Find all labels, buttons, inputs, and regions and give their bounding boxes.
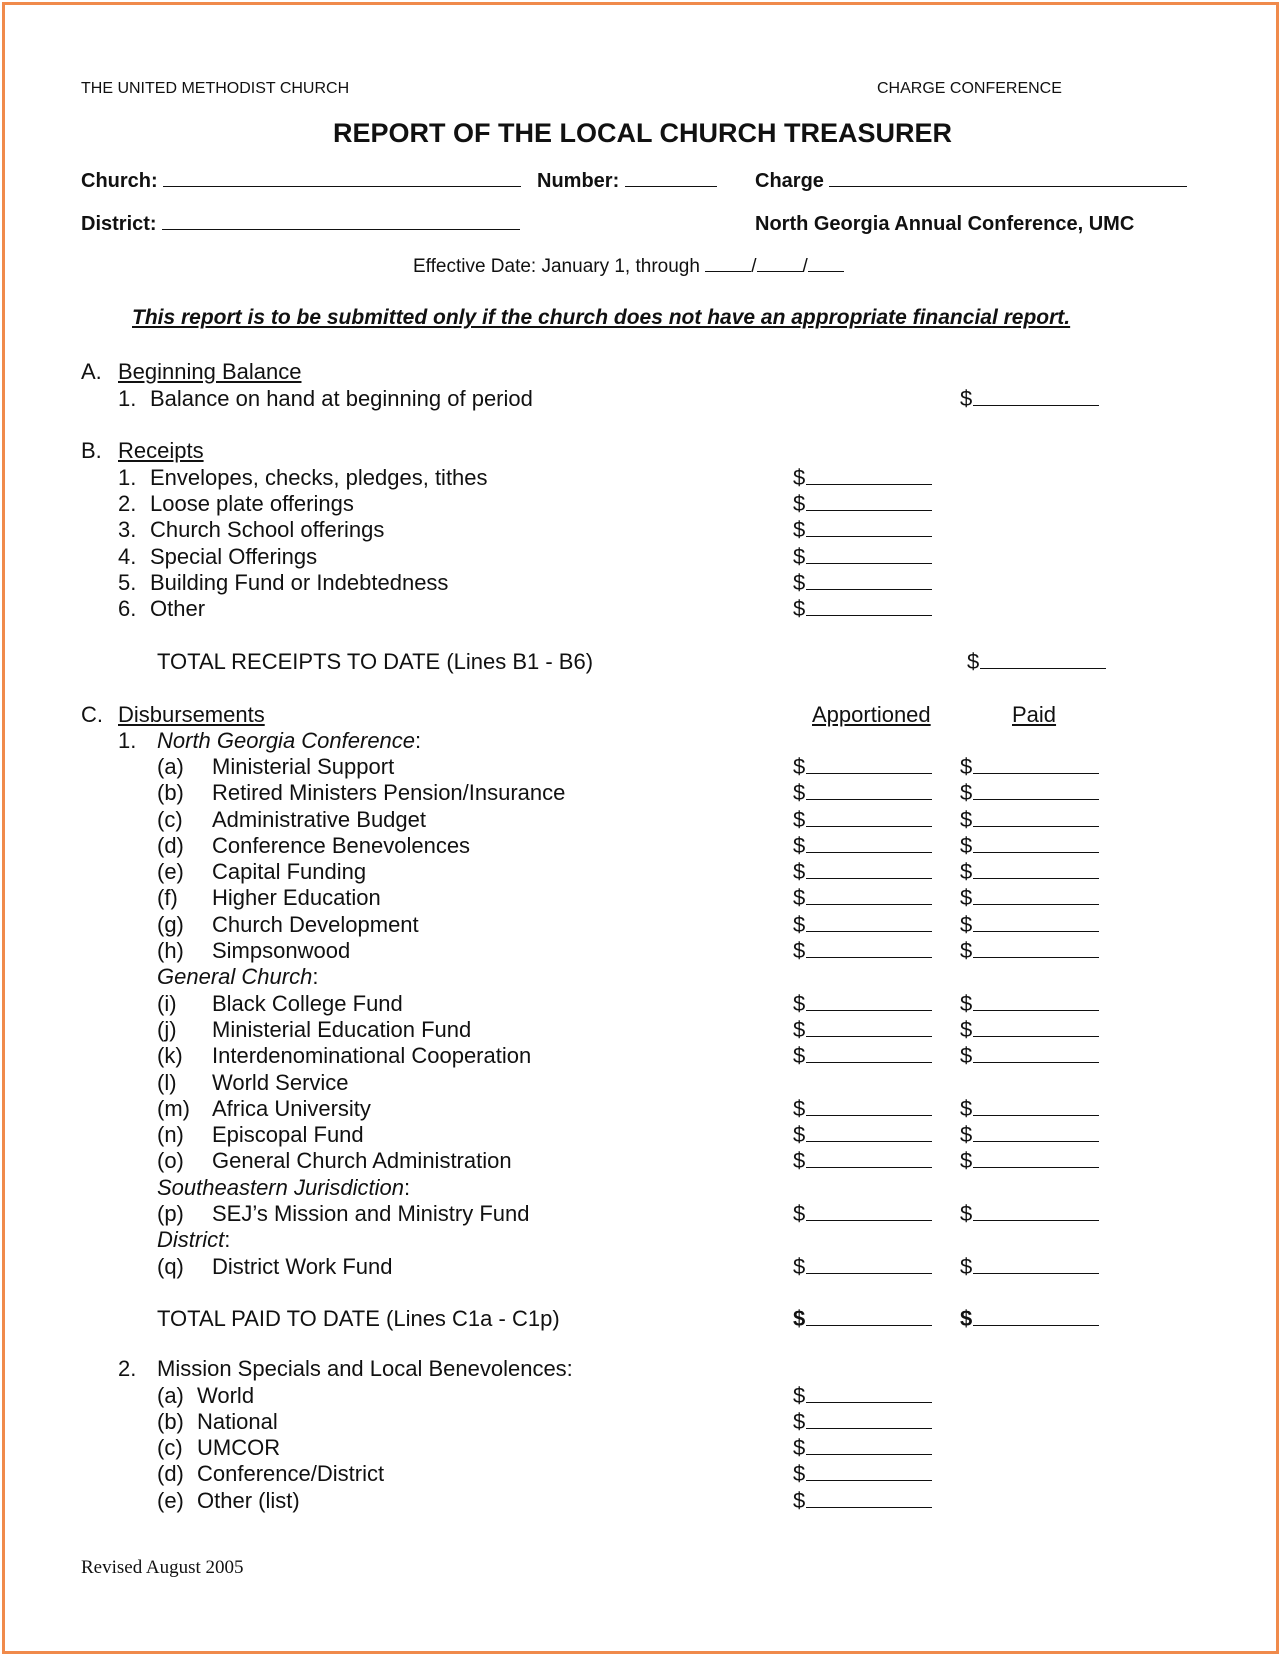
dollar-sign: $ bbox=[967, 649, 980, 674]
dollar-sign: $ bbox=[793, 570, 806, 595]
dollar-sign: $ bbox=[793, 1383, 806, 1408]
amount-field[interactable] bbox=[793, 1306, 932, 1332]
dollar-sign: $ bbox=[793, 1201, 806, 1226]
subgroup-heading bbox=[157, 1227, 230, 1253]
subgroup-title: General Church bbox=[157, 964, 313, 989]
amount-field[interactable] bbox=[793, 1017, 932, 1043]
amount-line[interactable] bbox=[806, 1506, 932, 1508]
item-label: District Work Fund bbox=[212, 1254, 393, 1279]
amount-line[interactable] bbox=[973, 772, 1099, 774]
amount-line[interactable] bbox=[973, 1140, 1099, 1142]
item-label: Interdenominational Cooperation bbox=[212, 1043, 532, 1068]
charge-input-line[interactable] bbox=[829, 185, 1187, 187]
amount-field[interactable] bbox=[960, 780, 1099, 806]
dollar-sign: $ bbox=[793, 885, 806, 910]
dollar-sign: $ bbox=[793, 1306, 806, 1331]
item-label: Episcopal Fund bbox=[212, 1122, 364, 1147]
amount-line[interactable] bbox=[806, 1479, 932, 1481]
dollar-sign: $ bbox=[793, 1043, 806, 1068]
group-number: 2. bbox=[118, 1356, 137, 1381]
amount-line[interactable] bbox=[973, 1219, 1099, 1221]
section-c-title: Disbursements bbox=[118, 702, 265, 727]
line-item-number: 5. bbox=[118, 570, 137, 595]
number-input-line[interactable] bbox=[625, 185, 717, 187]
dollar-sign: $ bbox=[960, 1096, 973, 1121]
dollar-sign: $ bbox=[793, 780, 806, 805]
item-code: (i) bbox=[157, 991, 177, 1016]
item-code: (a) bbox=[157, 1383, 184, 1408]
dollar-sign: $ bbox=[960, 1043, 973, 1068]
item-label: Ministerial Education Fund bbox=[212, 1017, 472, 1042]
line-item-number: 3. bbox=[118, 517, 137, 542]
dollar-sign: $ bbox=[960, 807, 973, 832]
amount-field[interactable] bbox=[960, 991, 1099, 1017]
item-code: (a) bbox=[157, 754, 184, 779]
item-code: (d) bbox=[157, 1461, 184, 1486]
amount-line[interactable] bbox=[806, 483, 932, 485]
dollar-sign: $ bbox=[793, 517, 806, 542]
dollar-sign: $ bbox=[960, 912, 973, 937]
amount-line[interactable] bbox=[973, 1035, 1099, 1037]
line-item-label: Loose plate offerings bbox=[150, 491, 354, 516]
item-code: (e) bbox=[157, 1488, 184, 1513]
subgroup-colon: : bbox=[404, 1175, 411, 1200]
amount-line[interactable] bbox=[806, 1009, 932, 1011]
amount-field[interactable] bbox=[960, 807, 1099, 833]
amount-line[interactable] bbox=[973, 1272, 1099, 1274]
line-item-number: 1. bbox=[118, 386, 137, 411]
amount-field[interactable] bbox=[960, 1122, 1099, 1148]
amount-field[interactable] bbox=[960, 1201, 1099, 1227]
charge-field[interactable] bbox=[755, 170, 1187, 193]
amount-field[interactable] bbox=[793, 885, 932, 911]
item-label: World bbox=[197, 1383, 255, 1408]
subgroup-colon: : bbox=[224, 1227, 231, 1252]
dollar-sign: $ bbox=[960, 859, 973, 884]
dollar-sign: $ bbox=[793, 1461, 806, 1486]
amount-line[interactable] bbox=[806, 930, 932, 932]
dollar-sign: $ bbox=[793, 1017, 806, 1042]
church-input-line[interactable] bbox=[163, 185, 521, 187]
dollar-sign: $ bbox=[960, 833, 973, 858]
item-code: (o) bbox=[157, 1148, 184, 1173]
dollar-sign: $ bbox=[793, 544, 806, 569]
amount-field[interactable] bbox=[960, 754, 1099, 780]
amount-line[interactable] bbox=[806, 1401, 932, 1403]
dollar-sign: $ bbox=[793, 754, 806, 779]
dollar-sign: $ bbox=[793, 1409, 806, 1434]
amount-line[interactable] bbox=[806, 956, 932, 958]
paid-column-header: Paid bbox=[1012, 702, 1057, 727]
dollar-sign: $ bbox=[960, 386, 973, 411]
amount-line[interactable] bbox=[973, 1166, 1099, 1168]
item-label: World Service bbox=[212, 1070, 349, 1095]
dollar-sign: $ bbox=[793, 1148, 806, 1173]
amount-field[interactable] bbox=[960, 1254, 1099, 1280]
item-code: (c) bbox=[157, 1435, 183, 1460]
effective-date-label: Effective Date: January 1, through bbox=[413, 256, 700, 277]
item-code: (e) bbox=[157, 859, 184, 884]
item-label: UMCOR bbox=[197, 1435, 281, 1460]
amount-field[interactable] bbox=[793, 1383, 932, 1409]
item-label: Simpsonwood bbox=[212, 938, 351, 963]
date-separator: / bbox=[802, 256, 808, 277]
district-input-line[interactable] bbox=[162, 228, 520, 230]
amount-field[interactable] bbox=[793, 465, 932, 491]
dollar-sign: $ bbox=[793, 465, 806, 490]
dollar-sign: $ bbox=[793, 596, 806, 621]
item-code: (p) bbox=[157, 1201, 184, 1226]
amount-line[interactable] bbox=[806, 877, 932, 879]
amount-field[interactable] bbox=[793, 517, 932, 543]
amount-field[interactable] bbox=[793, 859, 932, 885]
apportioned-column-header: Apportioned bbox=[812, 702, 931, 727]
total-receipts-field[interactable] bbox=[967, 649, 1106, 675]
amount-line[interactable] bbox=[806, 851, 932, 853]
item-label: General Church Administration bbox=[212, 1148, 512, 1173]
number-field[interactable] bbox=[537, 170, 717, 193]
item-label: Africa University bbox=[212, 1096, 371, 1121]
amount-field[interactable] bbox=[960, 1096, 1099, 1122]
amount-field[interactable] bbox=[960, 1043, 1099, 1069]
item-label: Higher Education bbox=[212, 885, 381, 910]
amount-line[interactable] bbox=[806, 1140, 932, 1142]
amount-line[interactable] bbox=[806, 588, 932, 590]
dollar-sign: $ bbox=[960, 1122, 973, 1147]
amount-field[interactable] bbox=[793, 807, 932, 833]
annual-conference-name: North Georgia Annual Conference, UMC bbox=[755, 213, 1135, 235]
item-code: (b) bbox=[157, 1409, 184, 1434]
item-code: (c) bbox=[157, 807, 183, 832]
amount-line[interactable] bbox=[806, 1061, 932, 1063]
line-item-number: 6. bbox=[118, 596, 137, 621]
item-code: (b) bbox=[157, 780, 184, 805]
amount-line[interactable] bbox=[806, 1272, 932, 1274]
amount-field[interactable] bbox=[793, 912, 932, 938]
line-item-label: Church School offerings bbox=[150, 517, 385, 542]
date-year-line[interactable] bbox=[808, 270, 844, 272]
item-label: Capital Funding bbox=[212, 859, 367, 884]
line-item-label: Envelopes, checks, pledges, tithes bbox=[150, 465, 488, 490]
amount-field[interactable] bbox=[793, 938, 932, 964]
amount-field[interactable] bbox=[793, 1409, 932, 1435]
subgroup-heading bbox=[157, 964, 318, 990]
amount-field[interactable] bbox=[793, 754, 932, 780]
amount-line[interactable] bbox=[806, 1035, 932, 1037]
item-label: SEJ’s Mission and Ministry Fund bbox=[212, 1201, 530, 1226]
item-code: (m) bbox=[157, 1096, 190, 1121]
total-paid-label: TOTAL PAID TO DATE (Lines C1a - C1p) bbox=[157, 1306, 560, 1331]
dollar-sign: $ bbox=[960, 1148, 973, 1173]
group-number: 1. bbox=[118, 728, 137, 753]
amount-field[interactable] bbox=[793, 1148, 932, 1174]
conference-type: CHARGE CONFERENCE bbox=[877, 80, 1062, 97]
dollar-sign: $ bbox=[793, 1122, 806, 1147]
amount-field[interactable] bbox=[793, 1201, 932, 1227]
organization-name: THE UNITED METHODIST CHURCH bbox=[81, 80, 350, 97]
amount-field[interactable] bbox=[793, 544, 932, 570]
amount-line[interactable] bbox=[980, 667, 1106, 669]
item-label: Church Development bbox=[212, 912, 419, 937]
dollar-sign: $ bbox=[960, 991, 973, 1016]
total-receipts-label: TOTAL RECEIPTS TO DATE (Lines B1 - B6) bbox=[157, 649, 594, 674]
amount-line[interactable] bbox=[806, 1219, 932, 1221]
dollar-sign: $ bbox=[960, 885, 973, 910]
line-item-number: 1. bbox=[118, 465, 137, 490]
section-a-letter: A. bbox=[81, 359, 102, 384]
item-label: National bbox=[197, 1409, 278, 1434]
line-item-number: 4. bbox=[118, 544, 137, 569]
church-field[interactable] bbox=[81, 170, 521, 193]
amount-line[interactable] bbox=[973, 404, 1099, 406]
amount-line[interactable] bbox=[806, 614, 932, 616]
amount-field[interactable] bbox=[960, 912, 1099, 938]
item-code: (h) bbox=[157, 938, 184, 963]
amount-field[interactable] bbox=[793, 570, 932, 596]
charge-label: Charge bbox=[755, 170, 824, 192]
item-label: Retired Ministers Pension/Insurance bbox=[212, 780, 566, 805]
submission-notice: This report is to be submitted only if the church does not have an appropriate financial report. bbox=[132, 306, 1071, 329]
church-label: Church: bbox=[81, 170, 158, 192]
item-code: (j) bbox=[157, 1017, 177, 1042]
dollar-sign: $ bbox=[793, 938, 806, 963]
amount-field[interactable] bbox=[793, 833, 932, 859]
district-field[interactable] bbox=[81, 213, 520, 236]
dollar-sign: $ bbox=[960, 1017, 973, 1042]
amount-line[interactable] bbox=[973, 825, 1099, 827]
section-b-letter: B. bbox=[81, 438, 102, 463]
amount-line[interactable] bbox=[973, 956, 1099, 958]
amount-line[interactable] bbox=[806, 772, 932, 774]
amount-field[interactable] bbox=[960, 833, 1099, 859]
amount-field[interactable] bbox=[960, 1017, 1099, 1043]
amount-field[interactable] bbox=[793, 491, 932, 517]
section-a-title: Beginning Balance bbox=[118, 359, 302, 384]
item-code: (g) bbox=[157, 912, 184, 937]
date-separator: / bbox=[751, 256, 757, 277]
dollar-sign: $ bbox=[793, 1488, 806, 1513]
item-code: (f) bbox=[157, 885, 178, 910]
dollar-sign: $ bbox=[960, 754, 973, 779]
dollar-sign: $ bbox=[793, 807, 806, 832]
district-label: District: bbox=[81, 213, 157, 235]
number-label: Number: bbox=[537, 170, 620, 192]
amount-field[interactable] bbox=[960, 386, 1099, 412]
item-code: (k) bbox=[157, 1043, 183, 1068]
amount-line[interactable] bbox=[973, 851, 1099, 853]
amount-field[interactable] bbox=[793, 1096, 932, 1122]
amount-field[interactable] bbox=[793, 1488, 932, 1514]
subgroup-title: District bbox=[157, 1227, 225, 1252]
amount-field[interactable] bbox=[793, 1254, 932, 1280]
section-c-letter: C. bbox=[81, 702, 103, 727]
line-item-number: 2. bbox=[118, 491, 137, 516]
dollar-sign: $ bbox=[793, 833, 806, 858]
amount-line[interactable] bbox=[806, 1114, 932, 1116]
dollar-sign: $ bbox=[960, 780, 973, 805]
amount-line[interactable] bbox=[806, 1427, 932, 1429]
subgroup-colon: : bbox=[312, 964, 319, 989]
amount-field[interactable] bbox=[793, 780, 932, 806]
amount-field[interactable] bbox=[793, 596, 932, 622]
amount-line[interactable] bbox=[806, 562, 932, 564]
amount-field[interactable] bbox=[960, 1148, 1099, 1174]
item-code: (d) bbox=[157, 833, 184, 858]
amount-line[interactable] bbox=[806, 509, 932, 511]
dollar-sign: $ bbox=[960, 1306, 973, 1331]
amount-field[interactable] bbox=[793, 991, 932, 1017]
amount-field[interactable] bbox=[960, 885, 1099, 911]
revision-note: Revised August 2005 bbox=[81, 1557, 244, 1578]
dollar-sign: $ bbox=[793, 991, 806, 1016]
amount-line[interactable] bbox=[806, 535, 932, 537]
dollar-sign: $ bbox=[960, 1201, 973, 1226]
amount-line[interactable] bbox=[973, 1114, 1099, 1116]
group-heading: North Georgia Conference: bbox=[157, 728, 422, 753]
amount-line[interactable] bbox=[806, 1453, 932, 1455]
item-label: Conference Benevolences bbox=[212, 833, 471, 858]
item-label: Conference/District bbox=[197, 1461, 385, 1486]
dollar-sign: $ bbox=[793, 1254, 806, 1279]
amount-field[interactable] bbox=[793, 1043, 932, 1069]
amount-field[interactable] bbox=[793, 1122, 932, 1148]
subgroup-heading bbox=[157, 1175, 410, 1201]
amount-field[interactable] bbox=[960, 938, 1099, 964]
amount-field[interactable] bbox=[793, 1461, 932, 1487]
subgroup-title: Southeastern Jurisdiction bbox=[157, 1175, 405, 1200]
line-item-label: Building Fund or Indebtedness bbox=[150, 570, 449, 595]
item-label: Other (list) bbox=[197, 1488, 300, 1513]
dollar-sign: $ bbox=[793, 491, 806, 516]
date-day-line[interactable] bbox=[757, 270, 803, 272]
amount-line[interactable] bbox=[806, 903, 932, 905]
item-label: Ministerial Support bbox=[212, 754, 395, 779]
amount-line[interactable] bbox=[973, 1324, 1099, 1326]
dollar-sign: $ bbox=[793, 1435, 806, 1460]
item-code: (q) bbox=[157, 1254, 184, 1279]
amount-line[interactable] bbox=[806, 798, 932, 800]
dollar-sign: $ bbox=[960, 938, 973, 963]
amount-line[interactable] bbox=[973, 903, 1099, 905]
amount-field[interactable] bbox=[793, 1435, 932, 1461]
section-b-title: Receipts bbox=[118, 438, 204, 463]
line-item-label: Balance on hand at beginning of period bbox=[150, 386, 533, 411]
effective-date[interactable] bbox=[413, 256, 844, 278]
dollar-sign: $ bbox=[960, 1254, 973, 1279]
amount-line[interactable] bbox=[973, 798, 1099, 800]
amount-line[interactable] bbox=[973, 1009, 1099, 1011]
dollar-sign: $ bbox=[793, 859, 806, 884]
amount-line[interactable] bbox=[806, 1166, 932, 1168]
line-item-label: Special Offerings bbox=[150, 544, 318, 569]
amount-line[interactable] bbox=[973, 930, 1099, 932]
dollar-sign: $ bbox=[793, 1096, 806, 1121]
group-heading: Mission Specials and Local Benevolences: bbox=[157, 1356, 573, 1381]
line-item-label: Other bbox=[150, 596, 206, 621]
item-code: (l) bbox=[157, 1070, 177, 1095]
amount-line[interactable] bbox=[973, 877, 1099, 879]
amount-field[interactable] bbox=[960, 1306, 1099, 1332]
item-label: Black College Fund bbox=[212, 991, 403, 1016]
item-label: Administrative Budget bbox=[212, 807, 426, 832]
amount-line[interactable] bbox=[806, 825, 932, 827]
page-title: REPORT OF THE LOCAL CHURCH TREASURER bbox=[333, 118, 953, 148]
amount-field[interactable] bbox=[960, 859, 1099, 885]
date-month-line[interactable] bbox=[705, 270, 751, 272]
dollar-sign: $ bbox=[793, 912, 806, 937]
amount-line[interactable] bbox=[973, 1061, 1099, 1063]
amount-line[interactable] bbox=[806, 1324, 932, 1326]
item-code: (n) bbox=[157, 1122, 184, 1147]
